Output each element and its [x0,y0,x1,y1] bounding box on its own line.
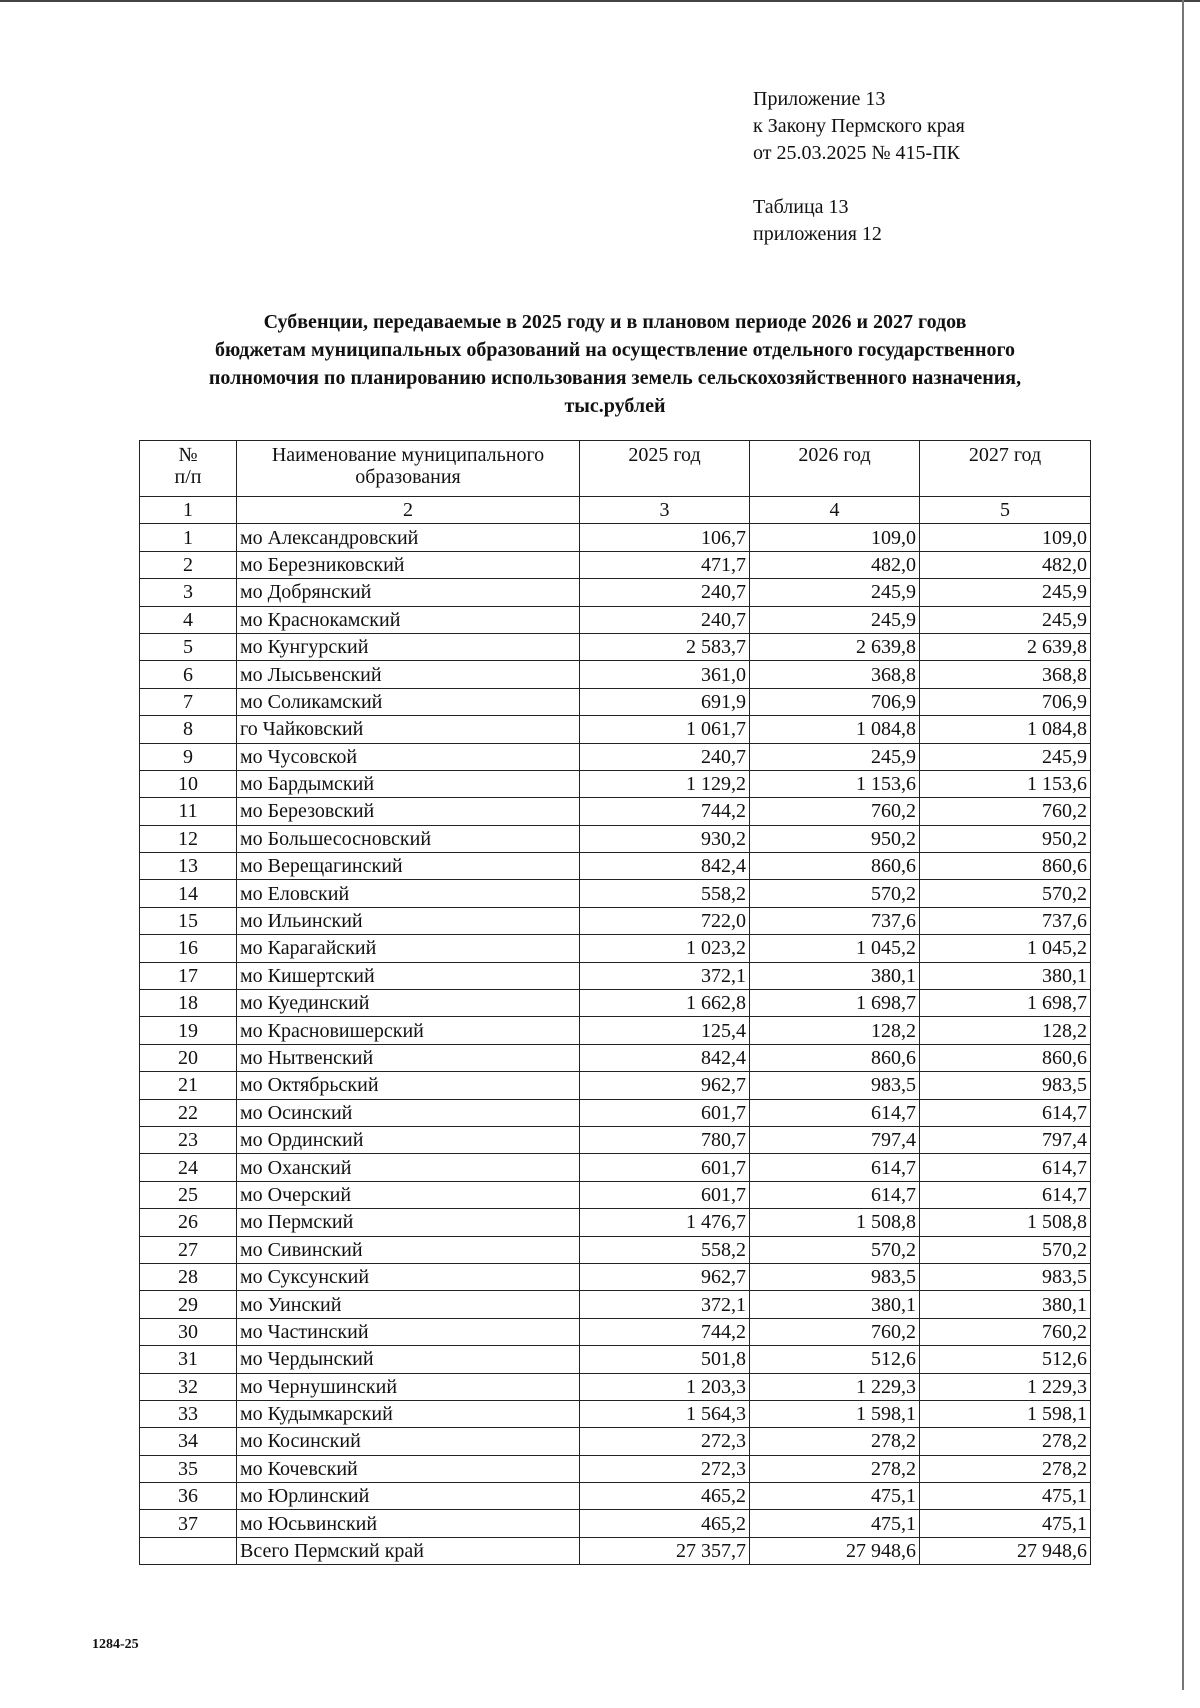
row-number: 36 [140,1483,237,1510]
municipality-name: мо Ординский [237,1126,580,1153]
appendix-line: к Закону Пермского края [753,115,965,137]
value-2026: 983,5 [750,1072,920,1099]
total-label: Всего Пермский край [237,1537,580,1564]
value-2025: 272,3 [580,1455,750,1482]
value-2026: 475,1 [750,1510,920,1537]
table-row [140,1483,1091,1510]
row-number: 30 [140,1318,237,1345]
row-number: 21 [140,1072,237,1099]
value-2026: 1 153,6 [750,770,920,797]
value-2026: 278,2 [750,1428,920,1455]
value-2026: 512,6 [750,1346,920,1373]
value-2027: 614,7 [920,1099,1091,1126]
municipality-name: мо Большесосновский [237,825,580,852]
table-row [140,1017,1091,1044]
appendix-reference [753,86,965,248]
row-number: 7 [140,688,237,715]
appendix-line: Приложение 13 [753,88,886,110]
municipality-name: мо Еловский [237,880,580,907]
municipality-name: мо Октябрьский [237,1072,580,1099]
value-2027: 983,5 [920,1072,1091,1099]
municipality-name: мо Пермский [237,1209,580,1236]
value-2027: 128,2 [920,1017,1091,1044]
row-number: 29 [140,1291,237,1318]
value-2025: 240,7 [580,606,750,633]
table-row [140,770,1091,797]
municipality-name: мо Кочевский [237,1455,580,1482]
value-2027: 1 229,3 [920,1373,1091,1400]
municipality-name: мо Сивинский [237,1236,580,1263]
table-row [140,825,1091,852]
header-2025: 2025 год [580,441,750,497]
value-2025: 1 203,3 [580,1373,750,1400]
table-row [140,1346,1091,1373]
value-2027: 1 698,7 [920,990,1091,1017]
value-2027: 1 084,8 [920,716,1091,743]
value-2027: 983,5 [920,1263,1091,1290]
value-2025: 2 583,7 [580,633,750,660]
row-number: 14 [140,880,237,907]
row-number: 6 [140,661,237,688]
municipality-name: мо Красновишерский [237,1017,580,1044]
value-2025: 930,2 [580,825,750,852]
row-number: 2 [140,551,237,578]
municipality-name: мо Бардымский [237,770,580,797]
municipality-name: мо Чусовской [237,743,580,770]
municipality-name: мо Чернушинский [237,1373,580,1400]
value-2027: 760,2 [920,1318,1091,1345]
value-2027: 1 153,6 [920,770,1091,797]
value-2025: 744,2 [580,798,750,825]
value-2027: 278,2 [920,1428,1091,1455]
value-2026: 482,0 [750,551,920,578]
value-2025: 125,4 [580,1017,750,1044]
row-number: 13 [140,853,237,880]
value-2025: 691,9 [580,688,750,715]
row-number: 25 [140,1181,237,1208]
value-2025: 240,7 [580,579,750,606]
value-2027: 2 639,8 [920,633,1091,660]
municipality-name: мо Александровский [237,524,580,551]
value-2026: 475,1 [750,1483,920,1510]
municipality-name: мо Лысьвенский [237,661,580,688]
municipality-name: мо Нытвенский [237,1044,580,1071]
value-2025: 962,7 [580,1072,750,1099]
table-row [140,1154,1091,1181]
municipality-name: мо Очерский [237,1181,580,1208]
value-2025: 780,7 [580,1126,750,1153]
row-number: 15 [140,907,237,934]
table-row [140,606,1091,633]
value-2025: 722,0 [580,907,750,934]
municipality-name: мо Ильинский [237,907,580,934]
row-number: 19 [140,1017,237,1044]
municipality-name: мо Березовский [237,798,580,825]
row-number: 1 [140,524,237,551]
total-2025: 27 357,7 [580,1537,750,1564]
municipality-name: мо Березниковский [237,551,580,578]
row-number: 34 [140,1428,237,1455]
row-number: 37 [140,1510,237,1537]
municipality-name: мо Кишертский [237,962,580,989]
value-2027: 614,7 [920,1181,1091,1208]
municipality-name: мо Уинский [237,1291,580,1318]
value-2025: 842,4 [580,853,750,880]
table-row [140,1044,1091,1071]
appendix-line: от 25.03.2025 № 415-ПК [753,142,961,164]
table-body [140,524,1091,1537]
header-2027: 2027 год [920,441,1091,497]
value-2026: 109,0 [750,524,920,551]
table-row [140,1099,1091,1126]
municipality-name: мо Кудымкарский [237,1400,580,1427]
value-2027: 614,7 [920,1154,1091,1181]
value-2025: 1 023,2 [580,935,750,962]
table-row [140,524,1091,551]
value-2027: 109,0 [920,524,1091,551]
header-number-line2: п/п [174,466,202,488]
value-2025: 1 564,3 [580,1400,750,1427]
header-2026: 2026 год [750,441,920,497]
row-number: 35 [140,1455,237,1482]
table-row [140,579,1091,606]
value-2027: 760,2 [920,798,1091,825]
table-row [140,1291,1091,1318]
value-2025: 601,7 [580,1181,750,1208]
value-2025: 601,7 [580,1154,750,1181]
column-number: 5 [920,497,1091,524]
value-2025: 361,0 [580,661,750,688]
row-number: 32 [140,1373,237,1400]
header-municipality [237,441,580,497]
value-2025: 465,2 [580,1483,750,1510]
row-number: 9 [140,743,237,770]
table-row [140,1209,1091,1236]
value-2025: 558,2 [580,1236,750,1263]
municipality-name: мо Соликамский [237,688,580,715]
value-2026: 1 084,8 [750,716,920,743]
value-2026: 380,1 [750,1291,920,1318]
value-2026: 706,9 [750,688,920,715]
column-number: 1 [140,497,237,524]
row-number: 28 [140,1263,237,1290]
row-number: 4 [140,606,237,633]
value-2027: 245,9 [920,579,1091,606]
value-2027: 380,1 [920,1291,1091,1318]
value-2026: 860,6 [750,853,920,880]
table-row [140,1510,1091,1537]
table-reference-line: Таблица 13 [753,196,849,218]
table-row [140,853,1091,880]
row-number: 17 [140,962,237,989]
table-row [140,880,1091,907]
table-row [140,716,1091,743]
value-2026: 614,7 [750,1181,920,1208]
value-2026: 760,2 [750,1318,920,1345]
value-2026: 278,2 [750,1455,920,1482]
municipality-name: мо Добрянский [237,579,580,606]
row-number: 27 [140,1236,237,1263]
title-line: полномочия по планированию использования земель сельскохозяйственного назначения, [208,367,1022,389]
value-2026: 1 229,3 [750,1373,920,1400]
table-row [140,1181,1091,1208]
table-row [140,1400,1091,1427]
value-2026: 128,2 [750,1017,920,1044]
header-municipality-line1: Наименование муниципального [271,444,545,466]
table-row [140,743,1091,770]
value-2027: 245,9 [920,606,1091,633]
row-number: 11 [140,798,237,825]
value-2027: 950,2 [920,825,1091,852]
value-2025: 465,2 [580,1510,750,1537]
row-number: 10 [140,770,237,797]
value-2026: 368,8 [750,661,920,688]
value-2025: 240,7 [580,743,750,770]
value-2026: 570,2 [750,880,920,907]
row-number: 24 [140,1154,237,1181]
total-number-cell [140,1537,237,1564]
municipality-name: мо Чердынский [237,1346,580,1373]
municipality-name: го Чайковский [237,716,580,743]
value-2026: 737,6 [750,907,920,934]
value-2026: 797,4 [750,1126,920,1153]
value-2026: 1 045,2 [750,935,920,962]
table-row [140,907,1091,934]
value-2026: 245,9 [750,579,920,606]
title-line: бюджетам муниципальных образований на осуществление отдельного государственного [214,339,1016,361]
page-border-right [1182,0,1184,1690]
value-2025: 106,7 [580,524,750,551]
value-2025: 601,7 [580,1099,750,1126]
table-row [140,962,1091,989]
table-row [140,1072,1091,1099]
table-row [140,1263,1091,1290]
row-number: 18 [140,990,237,1017]
municipality-name: мо Карагайский [237,935,580,962]
header-municipality-line2: образования [355,466,461,488]
municipality-name: мо Косинский [237,1428,580,1455]
column-number: 3 [580,497,750,524]
document-title [130,308,1100,420]
municipality-name: мо Суксунский [237,1263,580,1290]
table-row [140,1126,1091,1153]
table-row [140,1373,1091,1400]
value-2026: 570,2 [750,1236,920,1263]
value-2026: 614,7 [750,1099,920,1126]
value-2026: 860,6 [750,1044,920,1071]
value-2027: 737,6 [920,907,1091,934]
value-2026: 1 598,1 [750,1400,920,1427]
row-number: 5 [140,633,237,660]
value-2026: 614,7 [750,1154,920,1181]
value-2027: 797,4 [920,1126,1091,1153]
value-2027: 1 598,1 [920,1400,1091,1427]
row-number: 26 [140,1209,237,1236]
page-border-top [0,0,1200,2]
table-row [140,1236,1091,1263]
value-2026: 2 639,8 [750,633,920,660]
value-2027: 512,6 [920,1346,1091,1373]
table-row [140,798,1091,825]
row-number: 12 [140,825,237,852]
value-2026: 380,1 [750,962,920,989]
value-2026: 1 508,8 [750,1209,920,1236]
municipality-name: мо Осинский [237,1099,580,1126]
document-code: 1284-25 [92,1637,139,1652]
value-2026: 245,9 [750,606,920,633]
value-2025: 1 662,8 [580,990,750,1017]
table-row [140,661,1091,688]
row-number: 20 [140,1044,237,1071]
column-number: 2 [237,497,580,524]
value-2025: 1 129,2 [580,770,750,797]
row-number: 23 [140,1126,237,1153]
municipality-name: мо Юсьвинский [237,1510,580,1537]
value-2027: 570,2 [920,880,1091,907]
subventions-table [139,440,1091,1565]
column-number: 4 [750,497,920,524]
value-2025: 1 061,7 [580,716,750,743]
municipality-name: мо Частинский [237,1318,580,1345]
municipality-name: мо Верещагинский [237,853,580,880]
column-number-row [140,497,1091,524]
total-2027: 27 948,6 [920,1537,1091,1564]
value-2025: 372,1 [580,1291,750,1318]
value-2025: 501,8 [580,1346,750,1373]
municipality-name: мо Кунгурский [237,633,580,660]
value-2027: 475,1 [920,1510,1091,1537]
value-2027: 706,9 [920,688,1091,715]
table-row [140,688,1091,715]
value-2027: 1 045,2 [920,935,1091,962]
value-2027: 482,0 [920,551,1091,578]
value-2027: 278,2 [920,1455,1091,1482]
value-2025: 558,2 [580,880,750,907]
value-2025: 842,4 [580,1044,750,1071]
row-number: 33 [140,1400,237,1427]
value-2027: 570,2 [920,1236,1091,1263]
header-row [140,441,1091,497]
municipality-name: мо Краснокамский [237,606,580,633]
row-number: 31 [140,1346,237,1373]
table-row [140,990,1091,1017]
title-line: тыс.рублей [564,395,666,417]
value-2026: 1 698,7 [750,990,920,1017]
value-2027: 380,1 [920,962,1091,989]
value-2027: 475,1 [920,1483,1091,1510]
row-number: 16 [140,935,237,962]
value-2026: 760,2 [750,798,920,825]
row-number: 3 [140,579,237,606]
table-row [140,1455,1091,1482]
value-2026: 950,2 [750,825,920,852]
total-2026: 27 948,6 [750,1537,920,1564]
spacer [753,167,965,194]
value-2025: 962,7 [580,1263,750,1290]
value-2027: 860,6 [920,853,1091,880]
row-number: 8 [140,716,237,743]
municipality-name: мо Оханский [237,1154,580,1181]
value-2027: 860,6 [920,1044,1091,1071]
table-reference-line: приложения 12 [753,223,882,245]
header-number-line1: № [178,444,198,466]
total-row [140,1537,1091,1564]
table-row [140,1318,1091,1345]
table-row [140,935,1091,962]
value-2025: 1 476,7 [580,1209,750,1236]
table-row [140,551,1091,578]
table-row [140,633,1091,660]
row-number: 22 [140,1099,237,1126]
value-2027: 1 508,8 [920,1209,1091,1236]
value-2025: 744,2 [580,1318,750,1345]
table-row [140,1428,1091,1455]
value-2027: 368,8 [920,661,1091,688]
value-2025: 471,7 [580,551,750,578]
header-number [140,441,237,497]
municipality-name: мо Куединский [237,990,580,1017]
title-line: Субвенции, передаваемые в 2025 году и в плановом периоде 2026 и 2027 годов [263,311,967,333]
value-2026: 983,5 [750,1263,920,1290]
value-2026: 245,9 [750,743,920,770]
municipality-name: мо Юрлинский [237,1483,580,1510]
value-2025: 272,3 [580,1428,750,1455]
value-2027: 245,9 [920,743,1091,770]
value-2025: 372,1 [580,962,750,989]
